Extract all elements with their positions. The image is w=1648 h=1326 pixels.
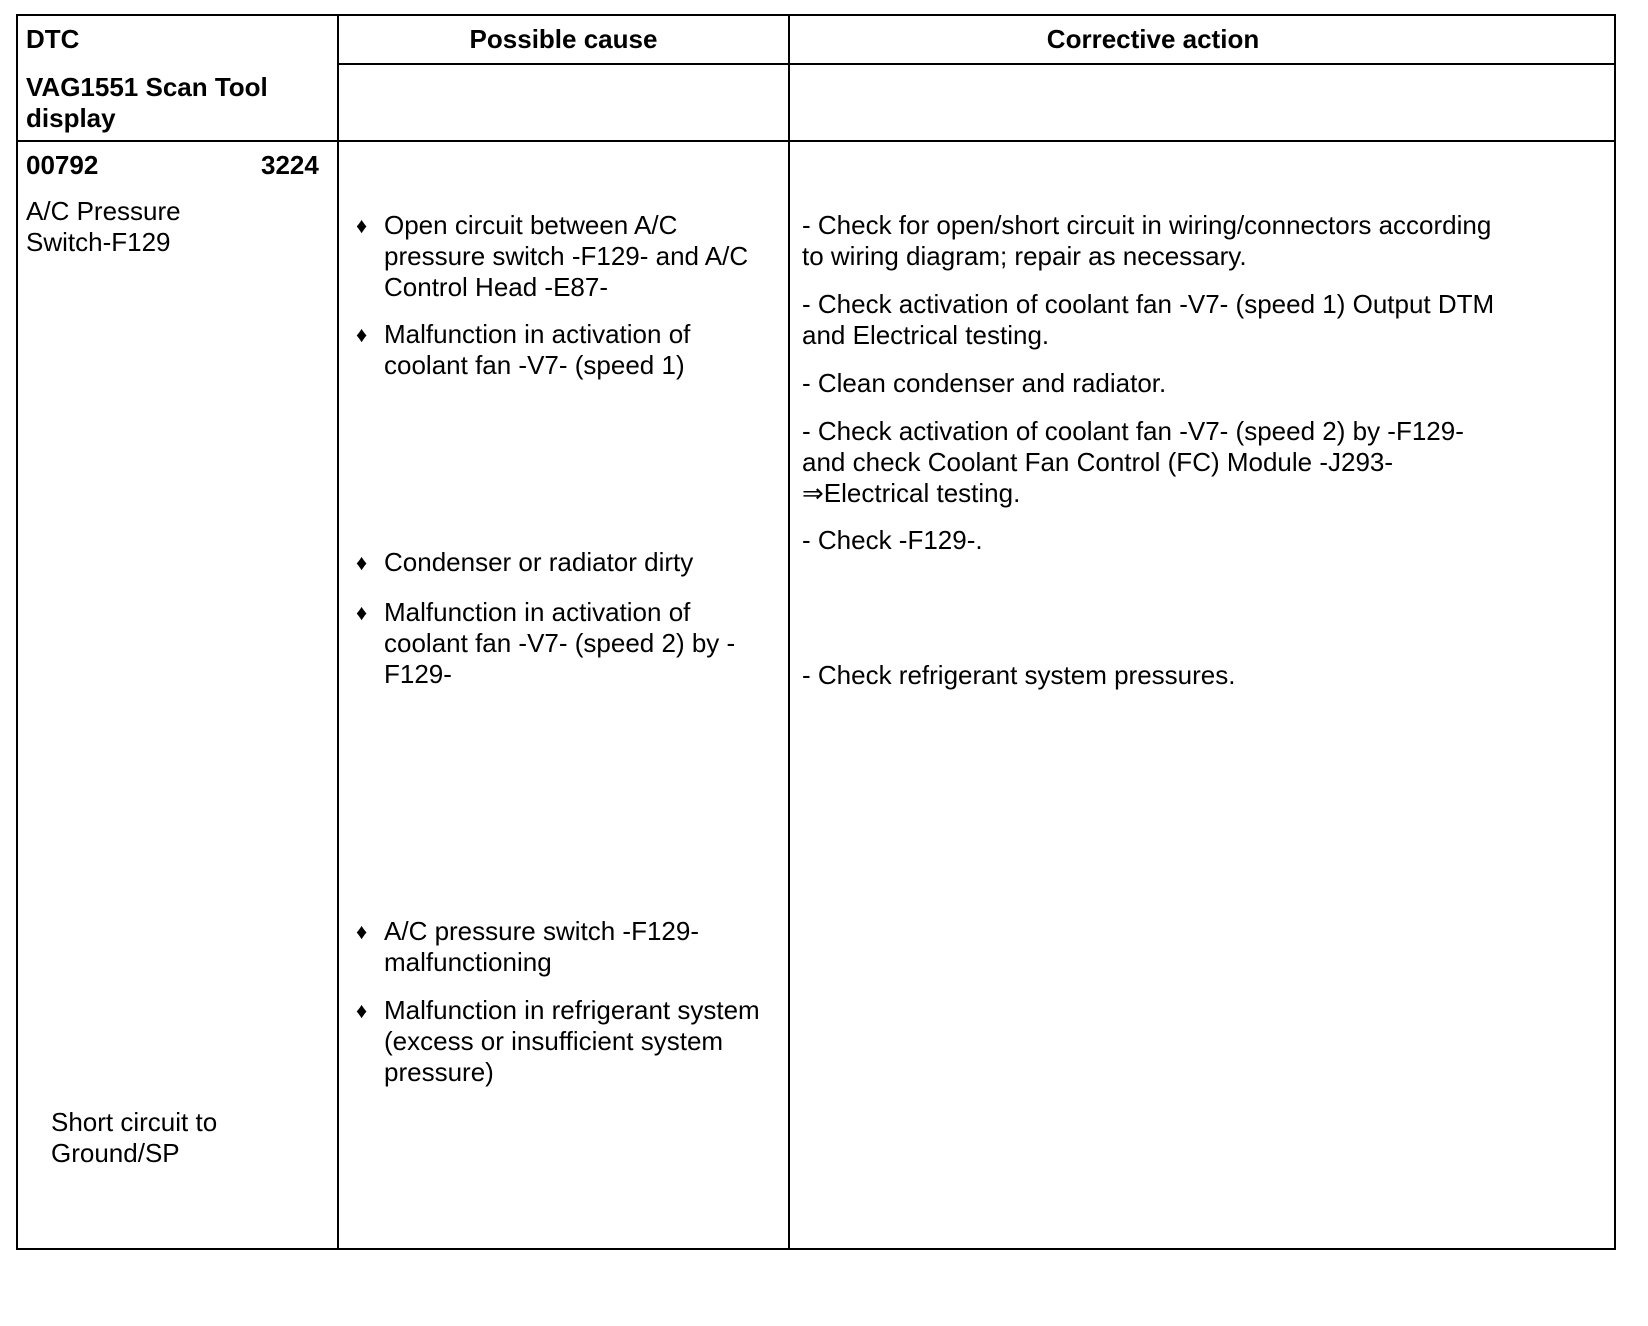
row-divider — [18, 140, 1614, 142]
action-item: - Check activation of coolant fan -V7- (speed 1) Output DTM and Electrical testing. — [802, 289, 1495, 350]
dtc-component: A/C Pressure Switch-F129 — [26, 196, 181, 257]
action-item: - Check activation of coolant fan -V7- (speed 2) by -F129- and check Coolant Fan Control (FC) Module -J293- ⇒Electrical testing. — [802, 416, 1464, 508]
action-item: - Clean condenser and radiator. — [802, 368, 1167, 398]
dtc-table — [16, 14, 1616, 1250]
dtc-code-number: 3224 — [261, 150, 319, 180]
header-scan-tool-display: VAG1551 Scan Tool display — [26, 72, 268, 133]
bullet-icon: ♦ — [356, 322, 368, 347]
cause-item: Condenser or radiator dirty — [384, 547, 694, 577]
cause-item: Open circuit between A/C pressure switch -F129- and A/C Control Head -E87- — [384, 210, 749, 302]
bullet-icon: ♦ — [356, 998, 368, 1023]
bullet-icon: ♦ — [356, 213, 368, 238]
bullet-icon: ♦ — [356, 550, 368, 575]
header-divider — [337, 63, 1614, 65]
cause-item: Malfunction in refrigerant system (excess or insufficient system pressure) — [384, 995, 760, 1087]
cause-item: Malfunction in activation of coolant fan -V7- (speed 1) — [384, 319, 691, 380]
bullet-icon: ♦ — [356, 600, 368, 625]
cause-item: Malfunction in activation of coolant fan -V7- (speed 2) by -F129- — [384, 597, 736, 689]
header-possible-cause: Possible cause — [469, 24, 658, 54]
header-dtc: DTC — [26, 24, 80, 54]
bullet-icon: ♦ — [356, 919, 368, 944]
column-divider-1 — [337, 16, 339, 1248]
header-corrective-action: Corrective action — [1046, 24, 1260, 54]
dtc-code: 00792 — [26, 150, 99, 180]
action-item: - Check -F129-. — [802, 525, 983, 555]
cause-item: A/C pressure switch -F129- malfunctioning — [384, 916, 699, 977]
action-item: - Check for open/short circuit in wiring/connectors according to wiring diagram; repair as necessary. — [802, 210, 1492, 271]
dtc-fault-type: Short circuit to Ground/SP — [51, 1107, 218, 1168]
column-divider-2 — [788, 16, 790, 1248]
action-item: - Check refrigerant system pressures. — [802, 660, 1236, 690]
